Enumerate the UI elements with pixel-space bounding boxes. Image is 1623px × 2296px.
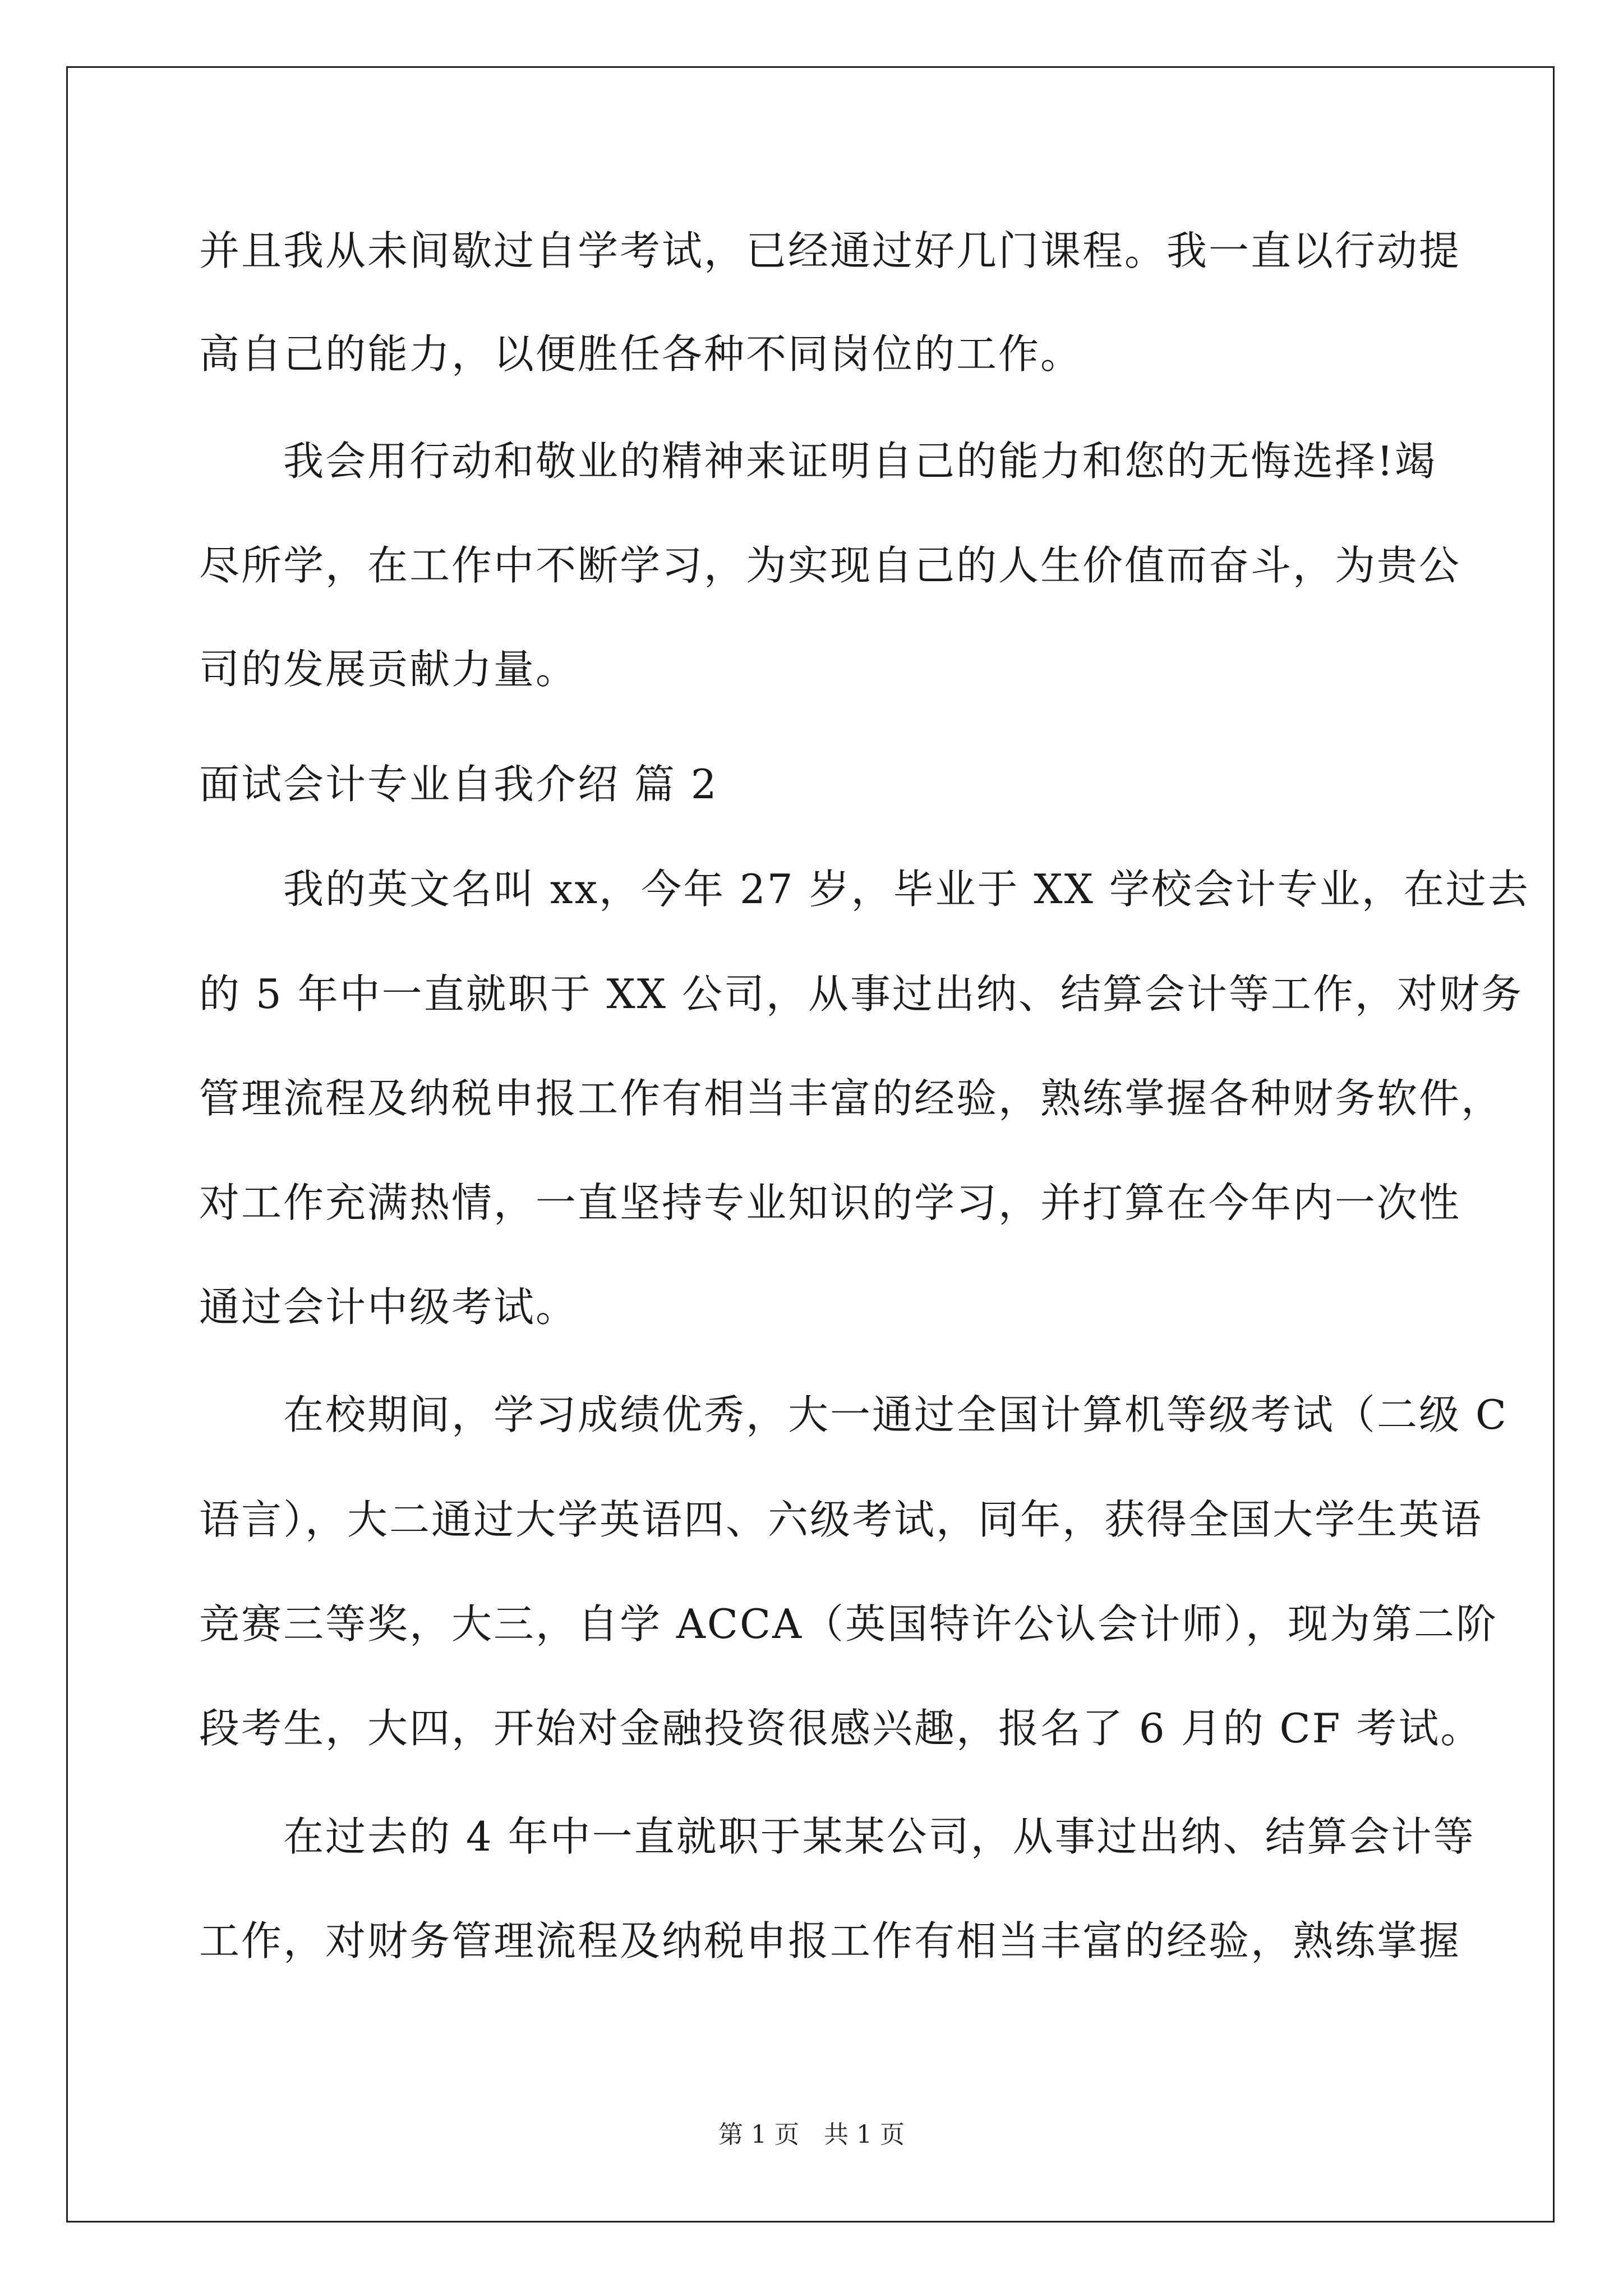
text-line: 通过会计中级考试。 [199, 1283, 578, 1331]
text-line: 并且我从未间歇过自学考试，已经通过好几门课程。我一直以行动提 [199, 227, 1461, 274]
text-line: 对工作充满热情，一直坚持专业知识的学习，并打算在今年内一次性 [199, 1179, 1461, 1226]
text-line: 司的发展贡献力量。 [199, 646, 578, 693]
text-line: 高自己的能力，以便胜任各种不同岗位的工作。 [199, 330, 1083, 378]
text-line: 工作，对财务管理流程及纳税申报工作有相当丰富的经验，熟练掌握 [199, 1917, 1461, 1964]
text-line: 段考生，大四，开始对金融投资很感兴趣，报名了 6 月的 CF 考试。 [199, 1705, 1483, 1752]
text-line: 在校期间，学习成绩优秀，大一通过全国计算机等级考试（二级 C [199, 1391, 1508, 1438]
text-line: 的 5 年中一直就职于 XX 公司，从事过出纳、结算会计等工作，对财务 [199, 970, 1523, 1018]
text-line: 竞赛三等奖，大三，自学 ACCA（英国特许公认会计师），现为第二阶 [199, 1600, 1498, 1648]
text-line: 在过去的 4 年中一直就职于某某公司，从事过出纳、结算会计等 [199, 1813, 1476, 1860]
text-line: 我的英文名叫 xx，今年 27 岁，毕业于 XX 学校会计专业，在过去 [199, 866, 1530, 913]
text-line: 语言），大二通过大学英语四、六级考试，同年，获得全国大学生英语 [199, 1496, 1483, 1543]
page-number: 第 1 页 共 1 页 [718, 2120, 905, 2149]
section-heading: 面试会计专业自我介绍 篇 2 [199, 761, 718, 808]
text-line: 管理流程及纳税申报工作有相当丰富的经验，熟练掌握各种财务软件， [199, 1075, 1504, 1122]
text-line: 我会用行动和敬业的精神来证明自己的能力和您的无悔选择!竭 [199, 438, 1437, 485]
text-line: 尽所学，在工作中不断学习，为实现自己的人生价值而奋斗，为贵公 [199, 542, 1461, 589]
page-border [66, 66, 1555, 2223]
